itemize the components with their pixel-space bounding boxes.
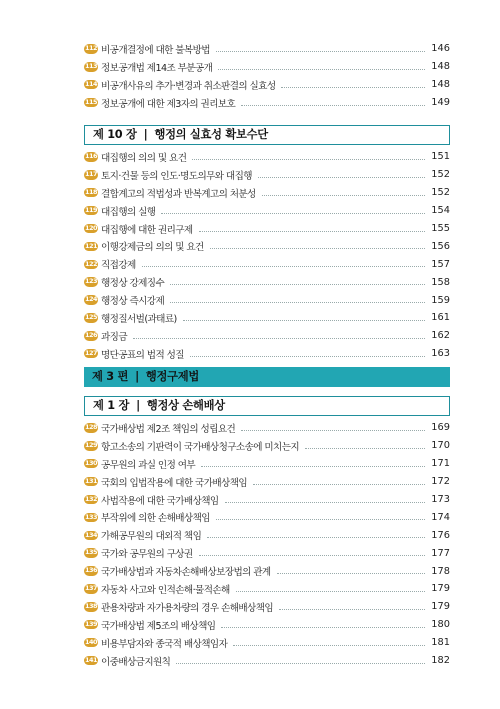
entry-number-badge: 125 [84,313,98,322]
entry-number-badge: 131 [84,476,98,485]
entry-title: 국가와 공무원의 구상권 [101,549,193,561]
entry-page-number: 181 [431,637,450,649]
entry-number-badge: 116 [84,152,98,161]
toc-entry [84,598,450,616]
header-separator: | [136,399,140,412]
toc-entry [84,148,450,166]
dot-leader [262,195,426,196]
entry-page-number: 159 [431,294,450,306]
entry-page-number: 148 [431,79,450,91]
dot-leader [258,177,425,178]
entry-page-number: 177 [431,547,450,559]
entry-page-number: 178 [431,565,450,577]
entry-number-badge: 122 [84,259,98,268]
entry-number-badge: 117 [84,170,98,179]
dot-leader [216,519,425,520]
part-title: 행정구제법 [145,370,199,383]
entry-title: 국가배상법 제2조 책임의 성립요건 [101,423,236,435]
dot-leader [201,466,425,467]
entry-title: 대집행에 대한 권리구제 [101,224,193,236]
toc-entry [84,291,450,309]
entry-page-number: 170 [431,440,450,452]
entry-page-number: 158 [431,276,450,288]
toc-entry [84,508,450,526]
toc-entry [84,544,450,562]
entry-title: 항고소송의 기판력이 국가배상청구소송에 미치는지 [101,441,300,453]
entry-title: 공무원의 과실 인정 여부 [101,459,196,471]
entry-page-number: 161 [431,312,450,324]
dot-leader [199,555,426,556]
chapter-label: 제 10 장 [93,128,137,141]
entry-page-number: 173 [431,494,450,505]
entry-title: 이중배상금지원칙 [101,656,171,668]
chapter-label: 제 1 장 [93,399,130,412]
entry-title: 정보공개법 제14조 부분공개 [101,62,213,74]
entry-page-number: 180 [431,619,450,631]
dot-leader [236,591,426,592]
entry-title: 국가배상법과 자동차손해배상보장법의 관계 [101,567,271,579]
entry-title: 국회의 입법작용에 대한 국가배상책임 [101,477,248,489]
toc-entry [84,652,450,670]
entry-title: 정보공개에 대한 제3자의 권리보호 [101,98,236,110]
toc-list-top [84,40,450,112]
dot-leader [142,266,426,267]
toc-entry [84,166,450,184]
header-separator: | [143,128,148,141]
dot-leader [133,338,425,339]
entry-page-number: 152 [431,187,450,199]
toc-entry [84,327,450,345]
entry-number-badge: 124 [84,295,98,304]
entry-page-number: 148 [431,61,450,73]
entry-page-number: 155 [431,223,450,234]
entry-title: 과징금 [101,331,128,343]
dot-leader [161,213,425,214]
entry-page-number: 179 [431,601,450,613]
entry-number-badge: 135 [84,548,98,557]
entry-number-badge: 119 [84,205,98,214]
dot-leader [216,51,425,52]
entry-title: 자동차 사고와 인적손해·물적손해 [101,584,230,596]
toc-entry [84,616,450,634]
entry-page-number: 162 [431,330,450,342]
toc-entry [84,237,450,255]
entry-page-number: 169 [431,422,450,434]
entry-title: 관용차량과 자가용차량의 경우 손해배상책임 [101,602,274,614]
toc-entry [84,473,450,491]
toc-entry [84,562,450,580]
toc-entry [84,184,450,202]
dot-leader [210,248,426,249]
entry-title: 토지·건물 등의 인도·명도의무와 대집행 [101,170,252,182]
dot-leader [225,502,426,503]
entry-number-badge: 126 [84,331,98,340]
dot-leader [277,573,426,574]
dot-leader [253,484,425,485]
dot-leader [199,231,426,232]
entry-page-number: 157 [431,258,450,270]
toc-entry [84,76,450,94]
dot-leader [170,302,425,303]
entry-number-badge: 137 [84,584,98,593]
entry-page-number: 154 [431,205,450,217]
entry-number-badge: 129 [84,441,98,450]
toc-entry [84,40,450,58]
entry-page-number: 176 [431,529,450,541]
dot-leader [279,609,425,610]
entry-title: 행정상 즉시강제 [101,296,165,308]
entry-title: 결합계고의 적법성과 반복계고의 처분성 [101,188,256,200]
toc-entry [84,273,450,291]
entry-number-badge: 113 [84,62,98,71]
entry-page-number: 163 [431,348,450,360]
entry-number-badge: 133 [84,512,98,521]
toc-entry [84,526,450,544]
entry-number-badge: 128 [84,423,98,432]
toc-entry [84,202,450,220]
chapter-title: 행정상 손해배상 [146,399,225,412]
toc-entry [84,345,450,363]
entry-title: 국가배상법 제5조의 배상책임 [101,620,216,632]
entry-number-badge: 123 [84,277,98,286]
entry-page-number: 182 [431,655,450,667]
entry-page-number: 156 [431,240,450,252]
chapter-title: 행정의 실효성 확보수단 [154,128,268,141]
entry-page-number: 151 [431,151,450,163]
entry-page-number: 179 [431,583,450,595]
dot-leader [241,430,425,431]
dot-leader [281,87,425,88]
entry-title: 직접강제 [101,260,136,272]
toc-entry [84,255,450,273]
entry-number-badge: 118 [84,187,98,196]
toc-entry [84,437,450,455]
toc-entry [84,58,450,76]
entry-number-badge: 127 [84,348,98,357]
entry-title: 행정질서벌(과태료) [101,313,177,325]
part-3-header [84,367,450,387]
toc-entry [84,220,450,238]
entry-title: 이행강제금의 의의 및 요건 [101,242,204,254]
toc-entry [84,455,450,473]
header-separator: | [135,370,139,383]
entry-page-number: 149 [431,97,450,109]
dot-leader [176,663,425,664]
entry-title: 대집행의 의의 및 요건 [101,152,187,164]
entry-number-badge: 114 [84,79,98,88]
dot-leader [170,284,425,285]
entry-number-badge: 132 [84,494,98,503]
chapter-1-header [84,396,450,416]
entry-number-badge: 120 [84,223,98,232]
entry-title: 비용부담자와 종국적 배상책임자 [101,638,228,650]
dot-leader [305,448,425,449]
entry-number-badge: 139 [84,619,98,628]
toc-entry [84,309,450,327]
entry-number-badge: 134 [84,530,98,539]
toc-entry [84,634,450,652]
entry-page-number: 146 [431,43,450,55]
toc-entry [84,580,450,598]
dot-leader [233,645,425,646]
dot-leader [192,159,425,160]
toc-list-chapter-10 [84,148,450,363]
entry-number-badge: 140 [84,637,98,646]
entry-number-badge: 115 [84,97,98,106]
part-label: 제 3 편 [92,370,129,383]
entry-page-number: 152 [431,169,450,181]
entry-number-badge: 121 [84,241,98,250]
entry-page-number: 174 [431,511,450,523]
entry-title: 비공개결정에 대한 불복방법 [101,44,210,56]
toc-entry [84,419,450,437]
dot-leader [241,105,425,106]
dot-leader [190,356,425,357]
entry-title: 비공개사유의 추가·변경과 취소판결의 실효성 [101,80,276,92]
chapter-10-header [84,125,450,145]
entry-page-number: 172 [431,476,450,488]
entry-title: 사법작용에 대한 국가배상책임 [101,495,219,507]
entry-page-number: 171 [431,458,450,470]
entry-title: 부작위에 의한 손해배상책임 [101,513,210,525]
dot-leader [221,627,425,628]
entry-title: 가해공무원의 대외적 책임 [101,531,202,543]
dot-leader [218,69,425,70]
entry-number-badge: 141 [84,655,98,664]
entry-title: 명단공표의 법적 성질 [101,349,184,361]
dot-leader [183,320,426,321]
entry-title: 행정상 강제징수 [101,278,165,290]
entry-number-badge: 136 [84,566,98,575]
entry-number-badge: 112 [84,44,98,53]
entry-number-badge: 138 [84,602,98,611]
toc-entry [84,94,450,112]
entry-title: 대집행의 실행 [101,206,156,218]
toc-list-chapter-1 [84,419,450,669]
dot-leader [207,537,425,538]
entry-number-badge: 130 [84,458,98,467]
toc-entry [84,491,450,509]
